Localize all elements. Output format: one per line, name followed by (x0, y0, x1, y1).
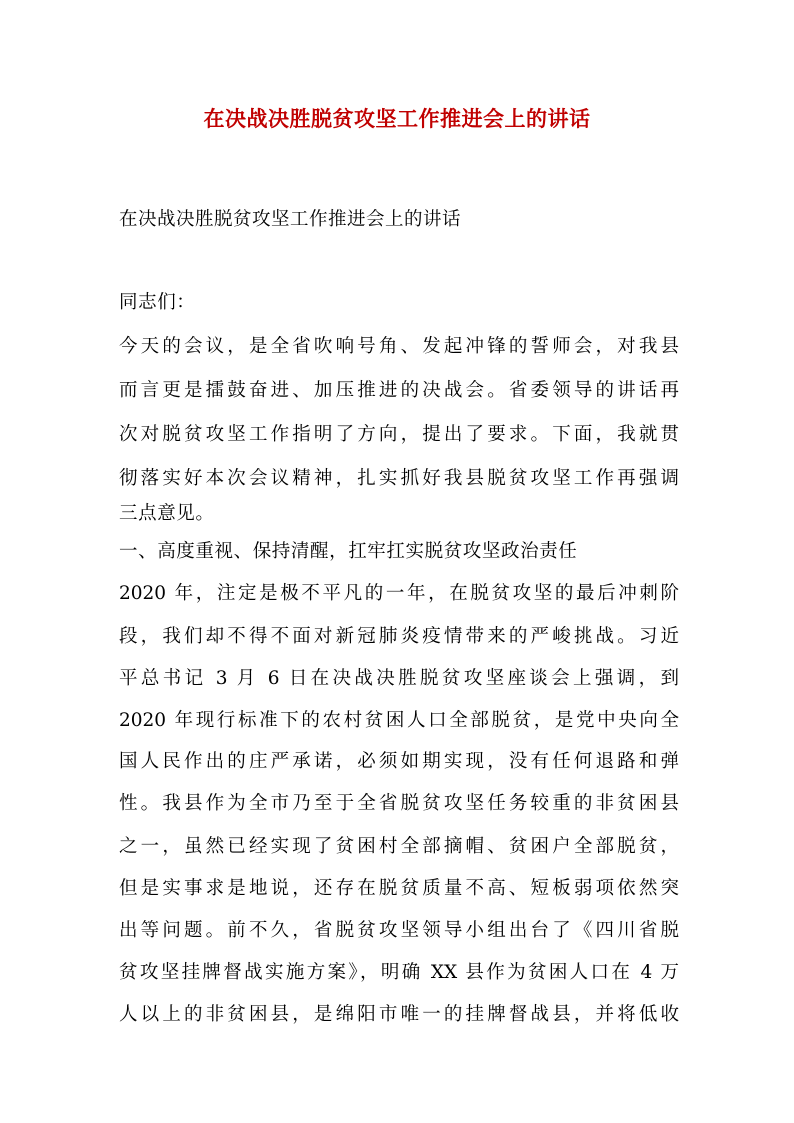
paragraph-line: 2020 年现行标准下的农村贫困人口全部脱贫，是党中央向全 (119, 710, 679, 731)
paragraph-line: 贫攻坚挂牌督战实施方案》，明确 XX 县作为贫困人口在 4 万 (119, 962, 679, 983)
paragraph-line: 段，我们却不得不面对新冠肺炎疫情带来的严峻挑战。习近 (119, 626, 679, 647)
paragraph-line: 三点意见。 (119, 503, 215, 524)
paragraph-line: 平总书记 3 月 6 日在决战决胜脱贫攻坚座谈会上强调，到 (119, 668, 679, 689)
paragraph-line: 之一，虽然已经实现了贫困村全部摘帽、贫困户全部脱贫， (119, 836, 679, 857)
section-heading: 一、高度重视、保持清醒，扛牢扛实脱贫攻坚政治责任 (119, 541, 578, 562)
paragraph-line: 国人民作出的庄严承诺，必须如期实现，没有任何退路和弹 (119, 751, 679, 772)
paragraph-line: 而言更是擂鼓奋进、加压推进的决战会。省委领导的讲话再 (119, 380, 679, 401)
paragraph-line: 次对脱贫攻坚工作指明了方向，提出了要求。下面，我就贯 (119, 424, 679, 445)
paragraph-line: 人以上的非贫困县，是绵阳市唯一的挂牌督战县，并将低收 (119, 1004, 679, 1025)
paragraph-line: 出等问题。前不久，省脱贫攻坚领导小组出台了《四川省脱 (119, 920, 679, 941)
document-subtitle: 在决战决胜脱贫攻坚工作推进会上的讲话 (119, 209, 462, 230)
paragraph-line: 2020 年，注定是极不平凡的一年，在脱贫攻坚的最后冲刺阶 (119, 583, 679, 604)
document-title: 在决战决胜脱贫攻坚工作推进会上的讲话 (203, 106, 591, 131)
paragraph-line: 性。我县作为全市乃至于全省脱贫攻坚任务较重的非贫困县 (119, 793, 679, 814)
paragraph-line: 今天的会议，是全省吹响号角、发起冲锋的誓师会，对我县 (119, 336, 679, 357)
paragraph-line: 彻落实好本次会议精神，扎实抓好我县脱贫攻坚工作再强调 (119, 468, 679, 489)
paragraph-line: 但是实事求是地说，还存在脱贫质量不高、短板弱项依然突 (119, 878, 679, 899)
salutation-line: 同志们： (119, 292, 196, 313)
